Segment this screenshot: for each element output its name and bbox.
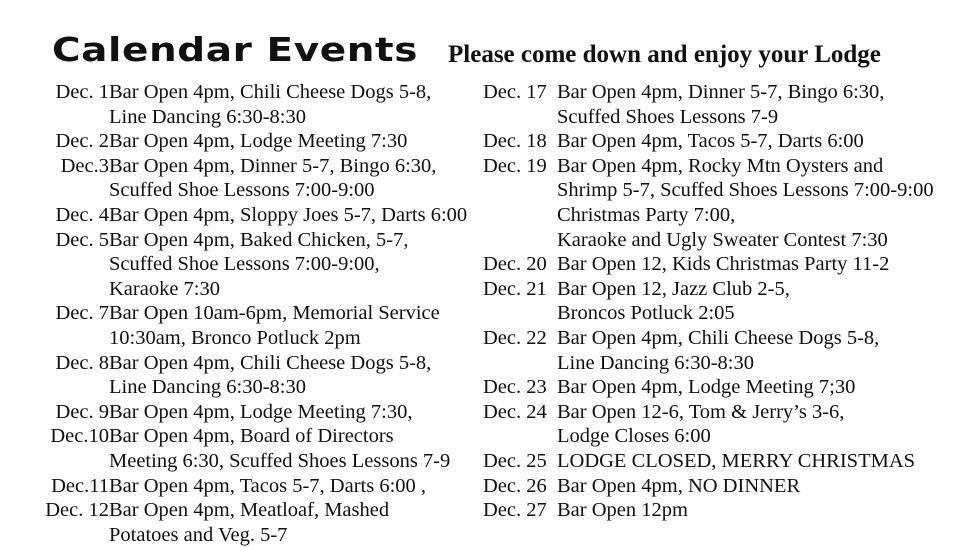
event-description (557, 252, 963, 277)
event-entry (483, 252, 963, 277)
event-line: Shrimp 5-7, Scuffed Shoes Lessons 7:00-9:00 (557, 179, 934, 202)
event-line: Meeting 6:30, Scuffed Shoes Lessons 7-9 (109, 449, 451, 472)
event-date: Dec.10 (50, 425, 109, 448)
event-entry (37, 154, 477, 203)
event-date: Dec. 17 (483, 81, 547, 103)
event-date: Dec. 12 (45, 499, 109, 522)
event-line: Bar Open 4pm, Baked Chicken, 5-7, (109, 228, 409, 251)
event-description (109, 80, 477, 129)
event-date: Dec. 25 (483, 449, 547, 472)
event-date: Dec. 20 (483, 253, 547, 276)
event-line: 10:30am, Bronco Potluck 2pm (109, 326, 361, 349)
event-description (557, 375, 963, 400)
event-description (109, 129, 477, 154)
event-line: Line Dancing 6:30-8:30 (109, 376, 306, 399)
event-entry (37, 351, 477, 400)
event-line: Bar Open 4pm, Board of Directors (109, 425, 394, 448)
event-line: Bar Open 4pm, Rocky Mtn Oysters and (557, 154, 884, 177)
event-description (109, 351, 477, 400)
event-description (109, 424, 477, 473)
event-description (557, 474, 963, 499)
header (52, 30, 881, 69)
event-description (109, 400, 477, 425)
event-entry (483, 129, 963, 154)
event-entry (483, 375, 963, 400)
event-description (557, 400, 963, 449)
event-line: Bar Open 4pm, Meatloaf, Mashed (109, 499, 390, 522)
event-entry (483, 80, 963, 129)
event-entry (37, 129, 477, 154)
event-description (109, 154, 477, 203)
event-line: LODGE CLOSED, MERRY CHRISTMAS (557, 449, 916, 472)
event-entry (37, 228, 477, 302)
event-description (109, 228, 477, 302)
event-line: Bar Open 4pm, Lodge Meeting 7:30 (109, 130, 408, 153)
event-line: Bar Open 4pm, Dinner 5-7, Bingo 6:30, (109, 154, 437, 177)
event-line: Bar Open 4pm, Chili Cheese Dogs 5-8, (109, 351, 432, 374)
event-line: Bar Open 12, Jazz Club 2-5, (557, 277, 790, 300)
event-date: Dec. 21 (483, 277, 547, 300)
event-line: Karaoke and Ugly Sweater Contest 7:30 (557, 228, 888, 251)
event-entry (483, 277, 963, 326)
event-line: Bar Open 4pm, Dinner 5-7, Bingo 6:30, (557, 81, 885, 103)
event-line: Line Dancing 6:30-8:30 (109, 105, 306, 128)
event-entry (37, 498, 477, 547)
event-line: Bar Open 4pm, Lodge Meeting 7:30, (109, 400, 413, 423)
event-line: Broncos Potluck 2:05 (557, 302, 735, 325)
event-entry (483, 474, 963, 499)
event-date: Dec. 27 (483, 499, 547, 522)
event-description (109, 474, 477, 499)
right-event-column (483, 80, 963, 523)
event-date: Dec. 2 (55, 130, 109, 153)
event-line: Bar Open 4pm, Sloppy Joes 5-7, Darts 6:00 (109, 203, 468, 226)
event-entry (37, 203, 477, 228)
event-date: Dec. 8 (55, 351, 109, 374)
event-description (109, 498, 477, 547)
event-line: Scuffed Shoe Lessons 7:00-9:00, (109, 253, 380, 276)
event-date: Dec.3 (60, 154, 109, 177)
event-line: Potatoes and Veg. 5-7 (109, 523, 288, 546)
event-line: Karaoke 7:30 (109, 277, 220, 300)
event-line: Scuffed Shoes Lessons 7-9 (557, 105, 779, 128)
event-date: Dec.11 (51, 474, 109, 497)
event-line: Bar Open 4pm, NO DINNER (557, 474, 801, 497)
event-date: Dec. 23 (483, 376, 547, 399)
event-description (557, 80, 963, 129)
event-entry (483, 449, 963, 474)
event-entry (37, 424, 477, 473)
event-line: Bar Open 4pm, Chili Cheese Dogs 5-8, (557, 326, 880, 349)
event-line: Christmas Party 7:00, (557, 203, 736, 226)
event-line: Bar Open 10am-6pm, Memorial Service (109, 302, 440, 325)
event-date: Dec. 24 (483, 400, 547, 423)
event-description (557, 326, 963, 375)
event-date: Dec. 7 (55, 302, 109, 325)
event-entry (37, 80, 477, 129)
event-date: Dec. 26 (483, 474, 547, 497)
event-description (557, 154, 963, 252)
event-entry (483, 154, 963, 252)
event-line: Lodge Closes 6:00 (557, 425, 711, 448)
event-date: Dec. 9 (55, 400, 109, 423)
page-subtitle: Please come down and enjoy your Lodge (448, 41, 881, 68)
event-description (109, 203, 477, 228)
event-entry (483, 326, 963, 375)
event-date: Dec. 5 (55, 228, 109, 251)
event-line: Line Dancing 6:30-8:30 (557, 351, 754, 374)
event-date: Dec. 22 (483, 326, 547, 349)
event-description (109, 301, 477, 350)
event-line: Bar Open 4pm, Lodge Meeting 7;30 (557, 376, 856, 399)
event-line: Bar Open 12pm (557, 499, 688, 522)
event-line: Bar Open 12, Kids Christmas Party 11-2 (557, 253, 890, 276)
event-entry (37, 301, 477, 350)
event-entry (37, 474, 477, 499)
event-date: Dec. 4 (55, 203, 109, 226)
event-date: Dec. 18 (483, 130, 547, 153)
left-event-column (37, 80, 477, 547)
event-description (557, 449, 963, 474)
event-description (557, 277, 963, 326)
event-entry (483, 400, 963, 449)
event-entry (37, 400, 477, 425)
event-line: Bar Open 4pm, Chili Cheese Dogs 5-8, (109, 81, 432, 103)
event-line: Bar Open 12-6, Tom & Jerry’s 3-6, (557, 400, 845, 423)
event-line: Bar Open 4pm, Tacos 5-7, Darts 6:00 , (109, 474, 427, 497)
event-description (557, 129, 963, 154)
event-date: Dec. 1 (55, 81, 109, 103)
event-entry (483, 498, 963, 523)
event-line: Bar Open 4pm, Tacos 5-7, Darts 6:00 (557, 130, 864, 153)
event-date: Dec. 19 (483, 154, 547, 177)
page-title: Calendar Events (52, 30, 419, 69)
event-description (557, 498, 963, 523)
event-line: Scuffed Shoe Lessons 7:00-9:00 (109, 179, 375, 202)
